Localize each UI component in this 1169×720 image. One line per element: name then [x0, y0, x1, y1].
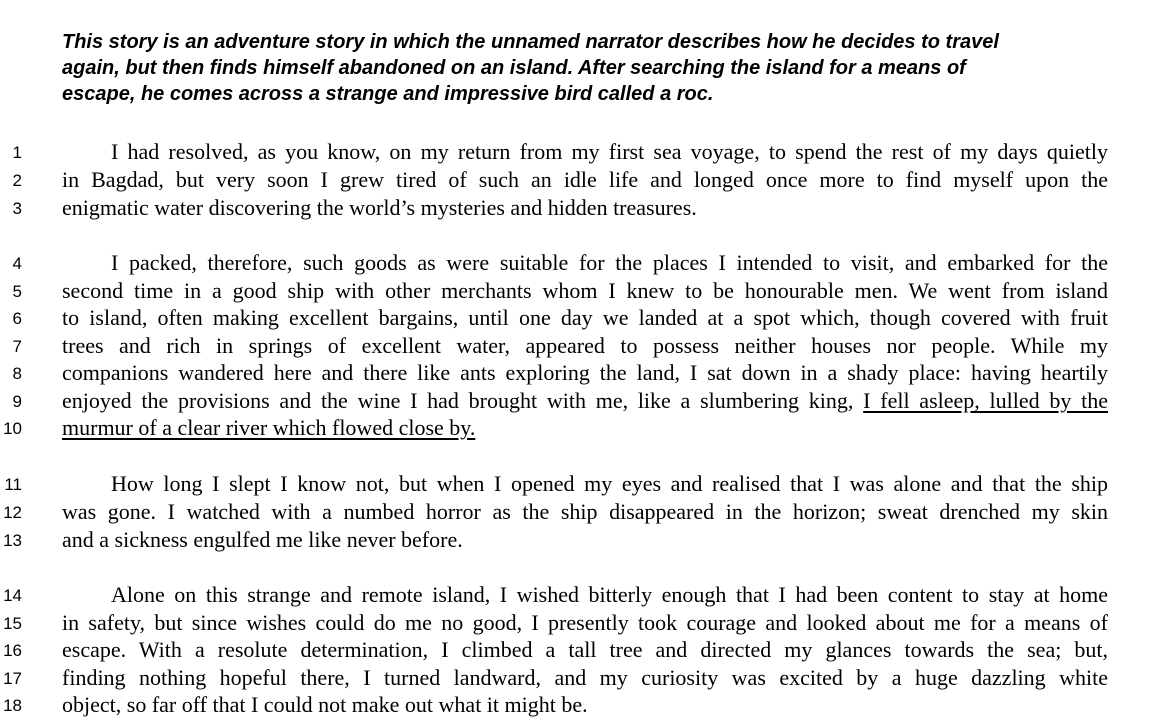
underlined-text: I fell asleep, lulled by the	[863, 388, 1108, 413]
line-text	[62, 388, 1108, 414]
line-text: enigmatic water discovering the world’s mysteries and hidden treasures.	[62, 195, 697, 220]
passage-line	[0, 692, 1169, 720]
line-text: was gone. I watched with a numbed horror as the ship disappeared in the horizon; sweat drenched my skin	[62, 499, 1108, 524]
line-number: 4	[12, 254, 22, 273]
line-number: 9	[12, 392, 22, 411]
line-text: and a sickness engulfed me like never before.	[62, 527, 463, 552]
line-text: Alone on this strange and remote island, I wished bitterly enough that I had been content to stay at home	[111, 582, 1108, 607]
line-text	[62, 415, 1108, 441]
passage-line	[0, 665, 1169, 693]
passage-line	[0, 499, 1169, 527]
line-text: in safety, but since wishes could do me no good, I presently took courage and looked about me for a means of	[62, 610, 1108, 635]
line-number: 5	[12, 282, 22, 301]
line-text: second time in a good ship with other merchants whom I knew to be honourable men. We went from island	[62, 278, 1108, 303]
passage-line	[0, 360, 1169, 388]
line-number: 6	[12, 309, 22, 328]
underlined-text: murmur of a clear river which flowed close by.	[62, 415, 476, 440]
line-number: 18	[3, 696, 22, 715]
line-number: 11	[4, 475, 22, 494]
line-number: 3	[12, 199, 22, 218]
passage-line	[0, 167, 1169, 195]
passage-line	[0, 637, 1169, 665]
line-text: object, so far off that I could not make out what it might be.	[62, 692, 588, 717]
line-text: to island, often making excellent bargains, until one day we landed at a spot which, though covered with fruit	[62, 305, 1108, 330]
line-text-plain: enjoyed the provisions and the wine I had brought with me, like a slumbering king,	[62, 388, 864, 413]
intro-line: escape, he comes across a strange and impressive bird called a roc.	[62, 83, 714, 105]
intro-text	[62, 29, 1112, 107]
line-number: 7	[12, 337, 22, 356]
passage-line	[0, 388, 1169, 416]
line-number: 10	[3, 419, 22, 438]
passage-line	[0, 278, 1169, 306]
line-text: I packed, therefore, such goods as were suitable for the places I intended to visit, and embarked for the	[111, 250, 1108, 275]
line-number: 14	[3, 586, 22, 605]
passage-line	[0, 527, 1169, 555]
line-number: 13	[3, 531, 22, 550]
passage-line	[0, 195, 1169, 223]
passage-line	[0, 139, 1169, 167]
intro-line: This story is an adventure story in which the unnamed narrator describes how he decides to travel	[62, 31, 999, 53]
passage-line	[0, 305, 1169, 333]
line-number: 17	[3, 669, 22, 688]
line-number: 8	[12, 364, 22, 383]
line-number: 16	[3, 641, 22, 660]
line-text: escape. With a resolute determination, I climbed a tall tree and directed my glances towards the sea; but,	[62, 637, 1108, 662]
line-text: finding nothing hopeful there, I turned landward, and my curiosity was excited by a huge dazzling white	[62, 665, 1108, 690]
line-number: 15	[3, 614, 22, 633]
line-text: companions wandered here and there like ants exploring the land, I sat down in a shady place: having heartily	[62, 360, 1108, 385]
line-number: 1	[12, 143, 22, 162]
intro-line: again, but then finds himself abandoned on an island. After searching the island for a means of	[62, 57, 966, 79]
passage-line	[0, 333, 1169, 361]
line-number: 2	[12, 171, 22, 190]
line-number: 12	[3, 503, 22, 522]
passage-line	[0, 415, 1169, 443]
passage-line	[0, 582, 1169, 610]
line-text: in Bagdad, but very soon I grew tired of such an idle life and longed once more to find myself upon the	[62, 167, 1108, 192]
passage-line	[0, 610, 1169, 638]
passage-line	[0, 250, 1169, 278]
passage-line	[0, 471, 1169, 499]
line-text: trees and rich in springs of excellent water, appeared to possess neither houses nor people. While my	[62, 333, 1108, 358]
line-text: How long I slept I know not, but when I opened my eyes and realised that I was alone and that the ship	[111, 471, 1108, 496]
line-text: I had resolved, as you know, on my return from my first sea voyage, to spend the rest of my days quietly	[111, 139, 1108, 164]
